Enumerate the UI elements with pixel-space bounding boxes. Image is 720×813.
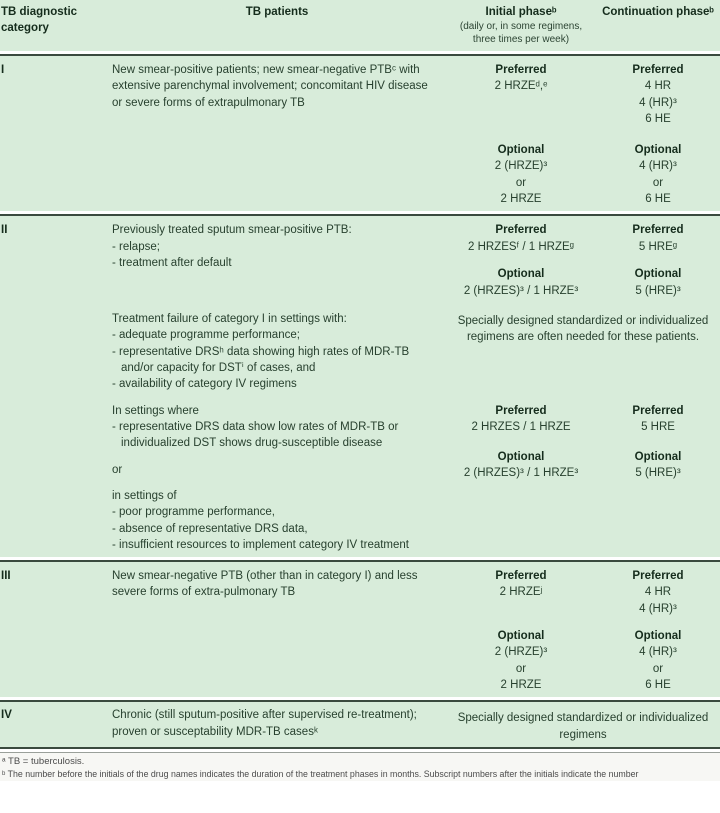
continuation-phase-cell <box>596 216 720 303</box>
regimen-line: 2 HRZE <box>500 679 542 692</box>
footnote-a <box>2 756 720 769</box>
initial-phase-cell <box>446 56 596 211</box>
regimen-line: 5 (HRE)³ <box>635 284 681 297</box>
optional-label: Optional <box>497 630 545 643</box>
optional-label: Optional <box>634 268 682 281</box>
category-cell: I <box>1 63 5 76</box>
regimen-line: 4 (HR)³ <box>639 160 677 173</box>
regimen-line: 2 HRZE <box>500 192 542 205</box>
optional-label: Optional <box>634 143 682 156</box>
preferred-label: Preferred <box>632 570 684 583</box>
preferred-label: Preferred <box>495 224 547 237</box>
patients-cell <box>108 702 446 747</box>
regimen-line: 2 (HRZE)³ <box>494 646 548 659</box>
regimen-line: 4 HR <box>644 586 672 599</box>
preferred-label: Preferred <box>495 404 547 417</box>
patients-bullet: - insufficient resources to implement category IV treatment <box>112 538 410 551</box>
footnote-text: The number before the initials of the drug names indicates the duration of the treatment phases in months. Subscript numbers after the initials indicate the number <box>7 768 639 779</box>
patients-text: New smear-negative PTB (other than in category I) and less severe forms of extra-pulmonary TB <box>112 570 418 599</box>
table-row-category-2b <box>0 303 720 397</box>
regimen-line: or <box>515 662 527 675</box>
regimen-line: 5 HREᵍ <box>638 240 678 253</box>
regimen-line: 2 HRZEᵈ,ᵉ <box>494 80 548 93</box>
regimen-line: 2 HRZESᶠ / 1 HRZEᵍ <box>467 240 574 253</box>
preferred-label: Preferred <box>632 224 684 237</box>
continuation-phase-cell <box>596 397 720 558</box>
patients-cell <box>108 56 446 211</box>
preferred-label: Preferred <box>495 63 547 76</box>
patients-bullet: - relapse; <box>112 240 160 253</box>
special-regimen-note: Specially designed standardized or individualized regimens are often needed for these patients. <box>457 314 709 344</box>
patients-bullet: - adequate programme performance; <box>112 329 300 342</box>
optional-label: Optional <box>497 268 545 281</box>
regimen-line: 4 HR <box>644 80 672 93</box>
patients-bullet: - treatment after default <box>112 256 232 269</box>
header-initial-phase <box>446 0 596 51</box>
patients-text: New smear-positive patients; new smear-negative PTBᶜ with extensive parenchymal involvement; concomitant HIV disease or severe forms of extrapulmonary TB <box>112 63 428 109</box>
table-row-category-1 <box>0 56 720 211</box>
patients-or: or <box>112 463 123 476</box>
patients-text: Previously treated sputum smear-positive PTB: <box>112 224 352 237</box>
footnote-marker: ᵃ <box>2 756 6 768</box>
initial-phase-cell <box>446 216 596 303</box>
table-header-row <box>0 0 720 51</box>
continuation-phase-cell <box>596 562 720 697</box>
regimen-line: 2 HRZEʲ <box>499 586 543 599</box>
category-cell: III <box>1 570 11 583</box>
category-cell: IV <box>1 709 12 722</box>
patients-bullet: - poor programme performance, <box>112 506 275 519</box>
patients-text: in settings of <box>112 489 177 502</box>
initial-phase-cell <box>446 562 596 697</box>
header-patients: TB patients <box>245 6 309 18</box>
category-cell-empty <box>0 303 108 397</box>
continuation-phase-cell <box>596 56 720 211</box>
regimen-line: 6 HE <box>645 679 671 692</box>
patients-cell <box>108 303 446 397</box>
patients-bullet: - availability of category IV regimens <box>112 378 297 391</box>
header-initial-title: Initial phaseᵇ <box>485 6 557 18</box>
header-initial-note: (daily or, in some regimens, three times per week) <box>459 21 583 46</box>
preferred-label: Preferred <box>495 570 547 583</box>
optional-label: Optional <box>634 630 682 643</box>
regimen-line: or <box>652 662 664 675</box>
regimen-line: 6 HE <box>645 192 671 205</box>
regimen-line: 4 (HR)³ <box>639 602 677 615</box>
patients-bullet: - representative DRSʰ data showing high rates of MDR-TB and/or capacity for DSTⁱ of cases, and <box>112 345 410 374</box>
category-cell-empty <box>0 397 108 558</box>
special-regimen-note: Specially designed standardized or individualized regimens <box>457 712 709 741</box>
initial-phase-cell <box>446 397 596 558</box>
patients-cell <box>108 397 446 558</box>
regimen-line: 4 (HR)³ <box>639 646 677 659</box>
regimen-line: 6 HE <box>645 112 671 125</box>
patients-cell <box>108 216 446 303</box>
patients-bullet: - absence of representative DRS data, <box>112 522 308 535</box>
regimen-line: 2 HRZES / 1 HRZE <box>471 420 571 433</box>
patients-text: Chronic (still sputum-positive after supervised re-treatment); proven or susceptability MDR-TB casesᵏ <box>112 709 417 738</box>
header-continuation-phase: Continuation phaseᵇ <box>602 6 714 18</box>
preferred-label: Preferred <box>632 63 684 76</box>
category-cell: II <box>1 224 8 237</box>
optional-label: Optional <box>497 143 545 156</box>
regimen-line: or <box>515 176 527 189</box>
regimen-line: 2 (HRZE)³ <box>494 160 548 173</box>
table-row-category-2a <box>0 216 720 303</box>
optional-label: Optional <box>497 450 545 463</box>
footnote-marker: ᵇ <box>2 768 6 779</box>
regimen-line: 5 HRE <box>641 420 675 433</box>
regimen-line: 4 (HR)³ <box>639 96 677 109</box>
regimen-line: 2 (HRZES)³ / 1 HRZE³ <box>463 466 579 479</box>
preferred-label: Preferred <box>632 404 684 417</box>
header-category: TB diagnostic category <box>1 6 78 35</box>
table-row-category-2c <box>0 397 720 558</box>
footnotes <box>0 753 720 781</box>
footnote-text: TB = tuberculosis. <box>8 756 85 768</box>
regimen-line: 2 (HRZES)³ / 1 HRZE³ <box>463 284 579 297</box>
patients-text: Treatment failure of category I in settings with: <box>112 312 347 325</box>
regimen-line: or <box>652 176 664 189</box>
regimen-line: 5 (HRE)³ <box>635 466 681 479</box>
patients-cell <box>108 562 446 697</box>
patients-bullet: - representative DRS data show low rates of MDR-TB or individualized DST shows drug-susceptible disease <box>112 420 399 450</box>
table-row-category-4 <box>0 702 720 747</box>
patients-text: In settings where <box>112 404 199 417</box>
table-row-category-3 <box>0 562 720 697</box>
footnote-b <box>2 769 720 781</box>
optional-label: Optional <box>634 450 682 463</box>
